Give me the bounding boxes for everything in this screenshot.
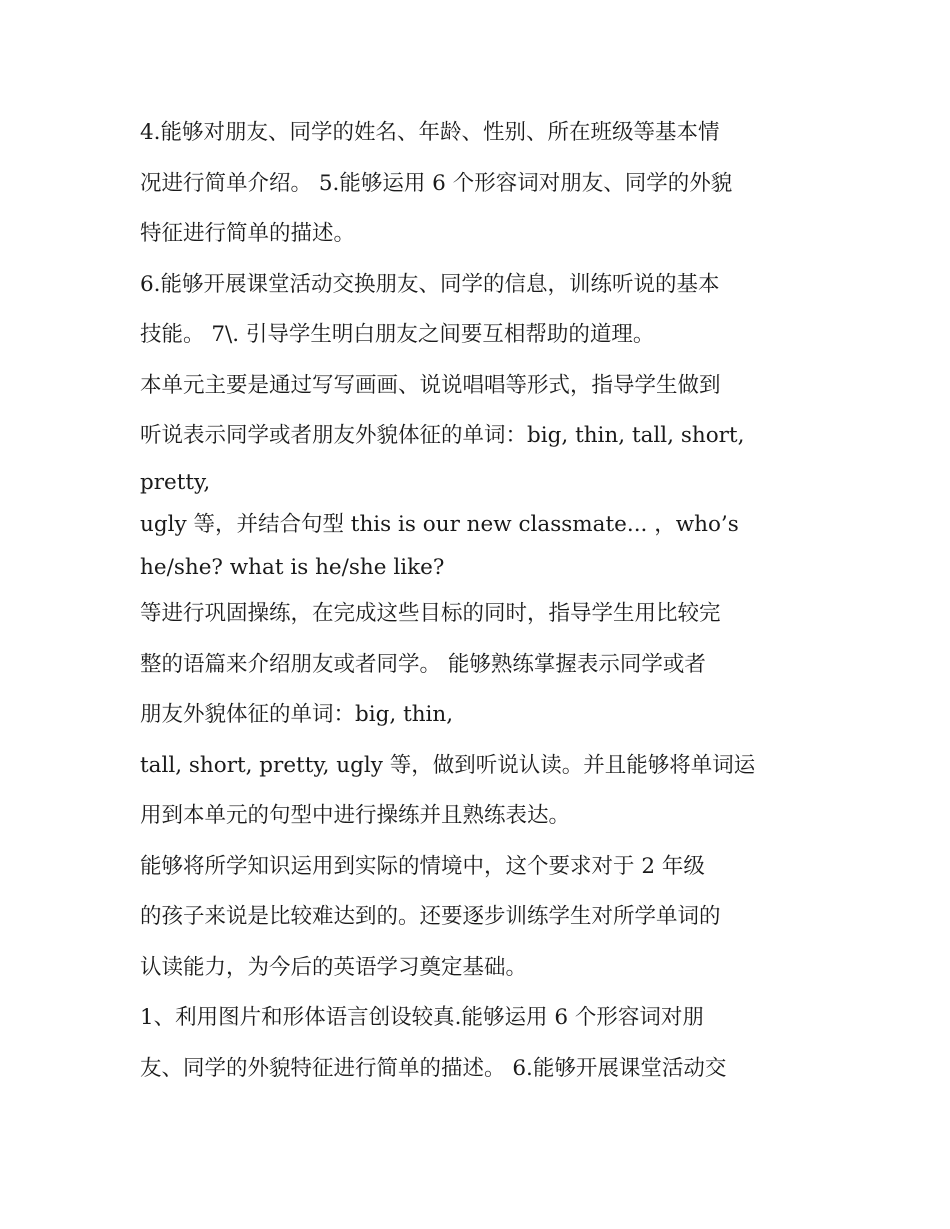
text-line: ugly 等，并结合句型 this is our new classmate... ，who’s	[140, 512, 739, 537]
text-line: 的孩子来说是比较难达到的。还要逐步训练学生对所学单词的	[140, 904, 721, 929]
paragraph-practice	[140, 589, 820, 741]
paragraph-teaching-method	[140, 993, 820, 1094]
text-line: 认读能力，为今后的英语学习奠定基础。	[140, 954, 528, 980]
text-line: 况进行简单介绍。 5.能够运用 6 个形容词对朋友、同学的外貌	[140, 170, 733, 196]
text-line: tall, short, pretty, ugly 等，做到听说认读。并且能够将单词运	[140, 752, 756, 778]
paragraph-difficulty	[140, 842, 820, 994]
text-line: 本单元主要是通过写写画画、说说唱唱等形式，指导学生做到	[140, 372, 721, 398]
text-line: 6.能够开展课堂活动交换朋友、同学的信息，训练听说的基本	[140, 271, 720, 297]
document-body	[140, 108, 820, 1094]
text-line: 特征进行简单的描述。	[140, 221, 356, 246]
text-line: 友、同学的外貌特征进行简单的描述。 6.能够开展课堂活动交	[140, 1055, 727, 1081]
text-line: 用到本单元的句型中进行操练并且熟练表达。	[140, 803, 571, 828]
text-line: 4.能够对朋友、同学的姓名、年龄、性别、所在班级等基本情	[140, 120, 720, 145]
text-line: 整的语篇来介绍朋友或者同学。 能够熟练掌握表示同学或者	[140, 651, 706, 677]
text-line: 等进行巩固操练，在完成这些目标的同时，指导学生用比较完	[140, 601, 721, 626]
paragraph-unit-overview	[140, 361, 820, 505]
text-line: 技能。 7\. 引导学生明白朋友之间要互相帮助的道理。	[140, 322, 655, 347]
text-line: 朋友外貌体征的单词：big, thin,	[140, 702, 454, 727]
text-line: he/she? what is he/she like?	[140, 554, 445, 580]
text-line: 听说表示同学或者朋友外貌体征的单词：big, thin, tall, short,	[140, 423, 745, 448]
text-line: 1、利用图片和形体语言创设较真.能够运用 6 个形容词对朋	[140, 1005, 704, 1030]
paragraph-sentence-patterns	[140, 504, 820, 589]
paragraph-vocabulary	[140, 741, 820, 842]
text-line: 能够将所学知识运用到实际的情境中，这个要求对于 2 年级	[140, 853, 705, 879]
paragraph-objectives-4-5	[140, 108, 820, 260]
paragraph-objectives-6-7	[140, 260, 820, 361]
text-line: pretty,	[140, 469, 211, 495]
